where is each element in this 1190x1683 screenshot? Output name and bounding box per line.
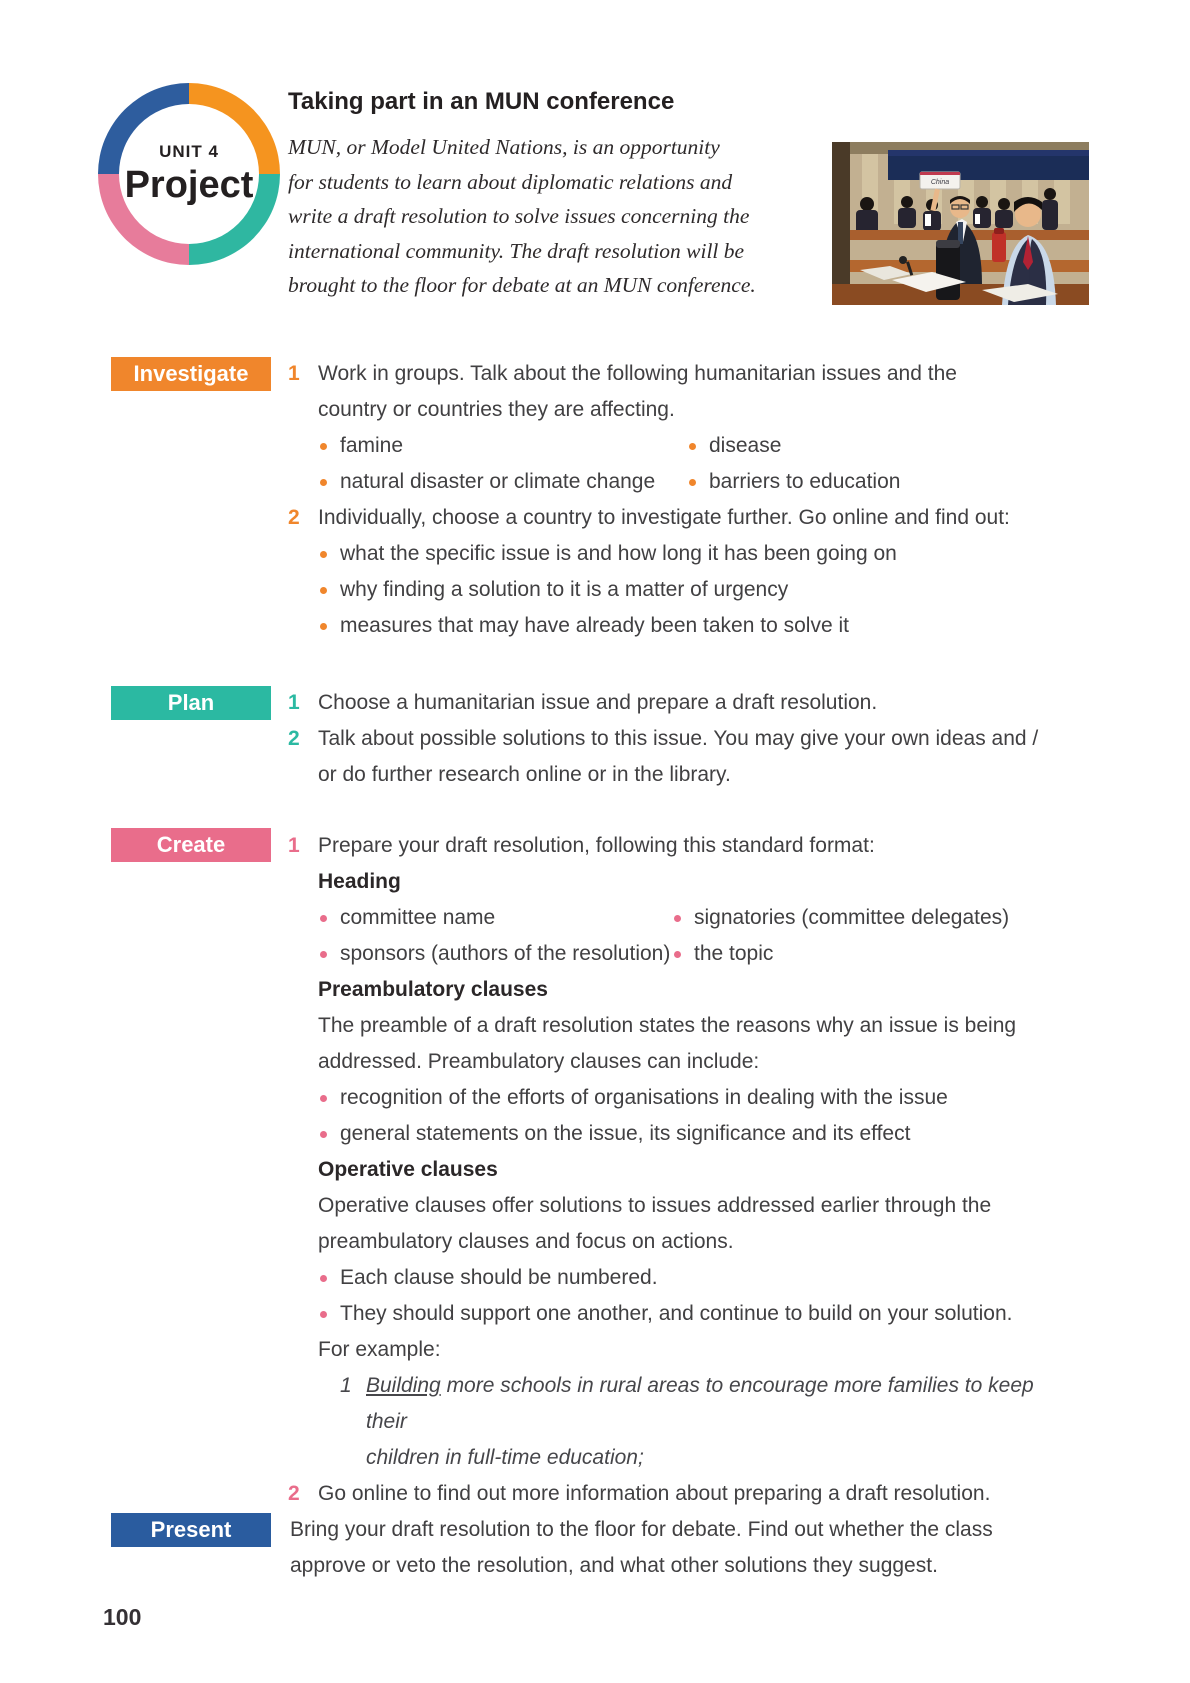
bullet-icon [674,915,681,922]
bullet-icon [320,1311,327,1318]
project-label: Project [124,163,254,206]
item-number: 2 [288,727,300,750]
unit-project-logo [98,83,280,265]
conference-photo [832,142,1089,305]
bullet-icon [320,479,327,486]
list-item [288,721,1073,793]
list-item [288,1476,1073,1512]
logo-inner-circle [119,104,259,244]
bullet-item: famine [318,428,687,464]
bullet-icon [320,915,327,922]
bullet-item: committee name [318,900,672,936]
bullet-item: the topic [672,936,1073,972]
bullet-item: what the specific issue is and how long it has been going on [318,536,1073,572]
paragraph-line: approve or veto the resolution, and what other solutions they suggest. [290,1554,938,1577]
present-badge: Present [111,1513,271,1547]
bullet-icon [320,951,327,958]
bullet-icon [674,951,681,958]
item-number: 1 [288,691,300,714]
item-text-line: Choose a humanitarian issue and prepare a draft resolution. [318,691,878,714]
conference-photo-illustration [832,142,1089,305]
investigate-badge: Investigate [111,357,271,391]
item-text-line: Individually, choose a country to investigate further. Go online and find out: [318,506,1010,529]
bullet-item: measures that may have already been taken to solve it [318,608,1073,644]
paragraph-line: Bring your draft resolution to the floor for debate. Find out whether the class [290,1518,993,1541]
create-badge: Create [111,828,271,862]
list-item [288,500,1073,644]
plan-badge: Plan [111,686,271,720]
list-item [288,828,1073,1476]
subheading-operative: Operative clauses [318,1158,498,1181]
bullet-icon [320,1095,327,1102]
bullet-item: recognition of the efforts of organisations in dealing with the issue [318,1080,1073,1116]
bullet-icon [689,443,696,450]
bullet-icon [689,479,696,486]
bullet-item: They should support one another, and continue to build on your solution. [318,1296,1073,1332]
item-text-line: Prepare your draft resolution, following this standard format: [318,834,875,857]
example-text-line: children in full-time education; [366,1446,644,1469]
item-text-line: Talk about possible solutions to this issue. You may give your own ideas and / [318,727,1039,750]
china-placard-text: China [930,179,950,186]
bullet-item: general statements on the issue, its significance and its effect [318,1116,1073,1152]
item-number: 1 [288,362,300,385]
example-item [340,1368,1073,1476]
paragraph-line: addressed. Preambulatory clauses can include: [318,1050,760,1073]
item-text-line: Go online to find out more information about preparing a draft resolution. [318,1482,991,1505]
item-number: 2 [288,1482,300,1505]
intro-line: brought to the floor for debate at an MUN conference. [288,273,756,297]
bullet-item: barriers to education [687,464,1073,500]
bullet-item: why finding a solution to it is a matter of urgency [318,572,1073,608]
subheading-preambulatory: Preambulatory clauses [318,978,548,1001]
example-text-line: Building more schools in rural areas to encourage more families to keep their [366,1374,1034,1433]
intro-line: for students to learn about diplomatic relations and [288,169,733,194]
paragraph-line: Operative clauses offer solutions to issues addressed earlier through the [318,1194,992,1217]
subheading-heading: Heading [318,870,401,893]
bullet-item: sponsors (authors of the resolution) [318,936,672,972]
bullet-item: Each clause should be numbered. [318,1260,1073,1296]
list-item [288,356,1073,500]
intro-line: MUN, or Model United Nations, is an opportunity [288,135,720,159]
item-number: 1 [288,834,300,857]
example-label: For example: [318,1338,441,1361]
bullet-icon [320,1131,327,1138]
logo-ring-icon [98,83,280,265]
bullet-icon [320,551,327,558]
unit-label: UNIT 4 [159,141,219,161]
intro-line: write a draft resolution to solve issues concerning the [288,204,750,228]
paragraph-line: The preamble of a draft resolution states the reasons why an issue is being [318,1014,1017,1037]
bullet-icon [320,1275,327,1282]
intro-line: international community. The draft resolution will be [288,238,745,263]
page-title: Taking part in an MUN conference [288,88,675,115]
intro-paragraph [288,130,808,303]
example-number: 1 [340,1374,352,1397]
bullet-icon [320,623,327,630]
item-text-line: country or countries they are affecting. [318,398,675,421]
bullet-icon [320,443,327,450]
item-number: 2 [288,506,300,529]
list-item [288,685,1073,721]
bullet-item: disease [687,428,1073,464]
bullet-item: signatories (committee delegates) [672,900,1073,936]
item-text-line: Work in groups. Talk about the following humanitarian issues and the [318,362,957,385]
paragraph-line: preambulatory clauses and focus on actions. [318,1230,734,1253]
item-text-line: or do further research online or in the library. [318,763,731,786]
bullet-item: natural disaster or climate change [318,464,687,500]
bullet-icon [320,587,327,594]
page-number: 100 [103,1604,142,1630]
